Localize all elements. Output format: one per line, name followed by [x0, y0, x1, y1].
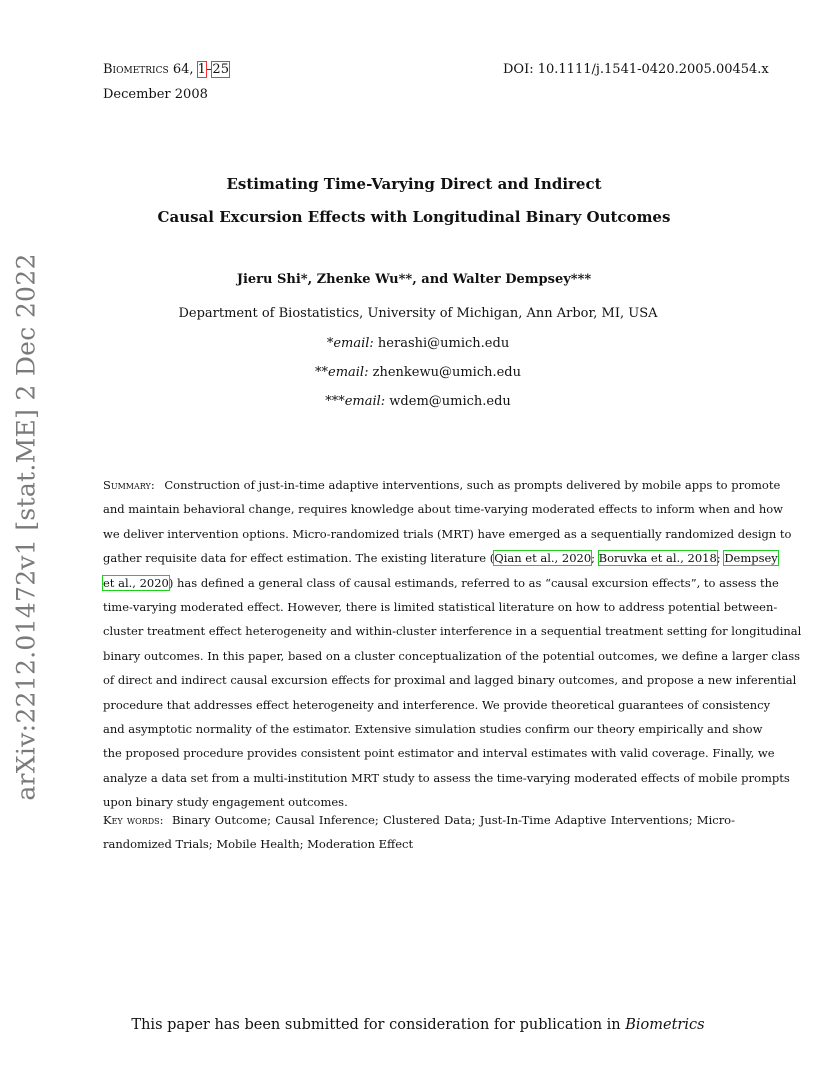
keywords-line [103, 808, 735, 832]
summary-line: upon binary study engagement outcomes. [103, 795, 348, 810]
doi: DOI: 10.1111/j.1541-0420.2005.00454.x [503, 62, 769, 77]
summary-line: analyze a data set from a multi-institution MRT study to assess the time-varying moderated effects of mobile prompts [103, 770, 790, 785]
keywords-line: randomized Trials; Mobile Health; Moderation Effect [103, 837, 414, 852]
citation-sep: ; [591, 551, 596, 566]
email-label: email: [344, 394, 386, 409]
email-line [0, 365, 828, 381]
citation-link-dempsey-cont[interactable]: et al., 2020 [103, 575, 169, 590]
arxiv-stamp-text: arXiv:2212.01472v1 [stat.ME] 2 Dec 2022 [11, 253, 41, 801]
submission-note-text: This paper has been submitted for consideration for publication in [131, 1017, 621, 1033]
keywords [103, 808, 735, 857]
summary-line: time-varying moderated effect. However, there is limited statistical literature on how to address potential between- [103, 600, 778, 615]
summary-line: we deliver intervention options. Micro-randomized trials (MRT) have emerged as a sequentially randomized design to [103, 526, 792, 541]
submission-note [0, 1016, 828, 1034]
summary-line: and maintain behavioral change, requires knowledge about time-varying moderated effects to inform when and how [103, 502, 784, 517]
keywords-lead: Key words: [103, 813, 164, 827]
submission-note-journal: Biometrics [625, 1017, 705, 1033]
arxiv-stamp [0, 0, 52, 1072]
email-address: zhenkewu@umich.edu [372, 365, 521, 380]
page-dash: – [205, 62, 213, 77]
email-address: herashi@umich.edu [377, 336, 510, 351]
keywords-text: Binary Outcome; Causal Inference; Clustered Data; Just-In-Time Adaptive Interventions; Micro- [171, 813, 735, 827]
summary-text: Construction of just-in-time adaptive interventions, such as prompts delivered by mobile apps to promote [164, 478, 781, 492]
email-mark: ** [315, 365, 328, 380]
summary-line: the proposed procedure provides consistent point estimator and interval estimates with valid coverage. Finally, we [103, 746, 775, 761]
citation-link-qian[interactable]: Qian et al., 2020 [494, 551, 592, 566]
summary-text: gather requisite data for effect estimation. The existing literature [103, 551, 487, 566]
email-line [0, 394, 828, 410]
page-start-link[interactable]: 1 [197, 62, 206, 77]
email-address: wdem@umich.edu [389, 394, 511, 409]
email-mark: * [326, 336, 334, 351]
summary-line [103, 546, 778, 570]
paper-title-line-1: Estimating Time-Varying Direct and Indirect [226, 175, 602, 193]
citation-paren: ( [489, 551, 495, 566]
authors: Jieru Shi*, Zhenke Wu**, and Walter Dempsey*** [236, 272, 592, 287]
page-end-link[interactable]: 25 [212, 62, 229, 77]
publication-date: December 2008 [103, 87, 208, 102]
affiliation: Department of Biostatistics, University of Michigan, Ann Arbor, MI, USA [178, 306, 658, 321]
summary-lead: Summary: [103, 478, 155, 492]
summary-line: cluster treatment effect heterogeneity and within-cluster interference in a sequential treatment setting for longitudinal [103, 624, 802, 639]
summary-paragraph [103, 473, 802, 815]
citation-link-dempsey[interactable]: Dempsey [724, 551, 778, 566]
email-mark: *** [325, 394, 345, 409]
summary-line: procedure that addresses effect heterogeneity and interference. We provide theoretical guarantees of consistency [103, 697, 771, 712]
email-label: email: [333, 336, 374, 351]
summary-line [103, 473, 781, 497]
summary-line: binary outcomes. In this paper, based on a cluster conceptualization of the potential outcomes, we define a larger class [103, 648, 801, 663]
email-line [0, 336, 828, 352]
journal-citation [103, 62, 229, 78]
email-label: email: [328, 365, 369, 380]
citation-sep: ; [716, 551, 721, 566]
journal-volume: 64, [172, 62, 194, 77]
summary-text: ) has defined a general class of causal estimands, referred to as “causal excursion effects”, to assess the [168, 575, 779, 590]
summary-line: of direct and indirect causal excursion effects for proximal and lagged binary outcomes, and propose a new inferential [103, 673, 797, 688]
summary-line [103, 571, 779, 595]
journal-name: Biometrics [103, 62, 169, 77]
summary-line: and asymptotic normality of the estimator. Extensive simulation studies confirm our theory empirically and show [103, 722, 763, 737]
citation-link-boruvka[interactable]: Boruvka et al., 2018 [598, 551, 717, 566]
paper-title-line-2: Causal Excursion Effects with Longitudinal Binary Outcomes [157, 208, 671, 226]
